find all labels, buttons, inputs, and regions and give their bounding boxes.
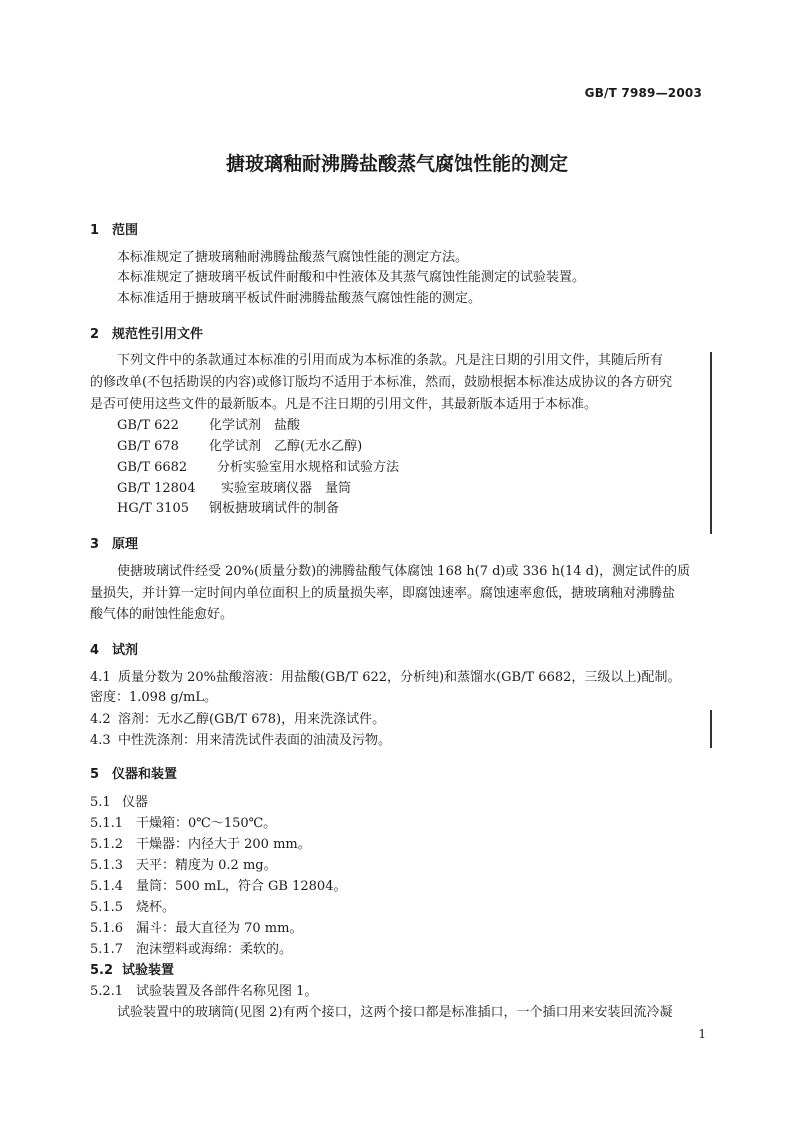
paragraph-line: 的修改单(不包括勘误的内容)或修订版均不适用于本标准，然而，鼓励根据本标准达成协议的各方研究: [90, 375, 673, 390]
reference-code: GB/T 6682: [117, 460, 188, 475]
clause-text: 试验装置: [122, 963, 175, 978]
clause-number: 4.1: [90, 670, 111, 685]
reference-code: HG/T 3105: [117, 501, 189, 516]
paragraph-line: 本标准规定了搪玻璃釉耐沸腾盐酸蒸气腐蚀性能的测定方法。: [117, 250, 469, 265]
clause-text: 试验装置及各部件名称见图 1。: [136, 984, 318, 999]
reference-name: 化学试剂 乙醇(无水乙醇): [209, 439, 363, 454]
paragraph-line: 酸气体的耐蚀性能愈好。: [90, 607, 234, 622]
section-4-heading: [90, 639, 138, 658]
clause-item: [90, 731, 391, 751]
clause-number: 4.2: [90, 712, 111, 727]
clause-number: 5.2: [90, 963, 114, 978]
clause-number: 5.1.4: [90, 879, 124, 894]
paragraph-line: 下列文件中的条款通过本标准的引用而成为本标准的条款。凡是注日期的引用文件，其随后所有: [117, 353, 664, 368]
document-title: 搪玻璃釉耐沸腾盐酸蒸气腐蚀性能的测定: [225, 153, 568, 175]
clause-item: [90, 688, 217, 708]
clause-number: 5.1: [90, 795, 111, 810]
reference-name: 实验室玻璃仪器 量筒: [221, 481, 352, 496]
clause-number: 5.2.1: [90, 984, 124, 999]
clause-item: [90, 814, 276, 834]
clause-text: 干燥器：内径大于 200 mm。: [136, 837, 311, 852]
clause-text: 漏斗：最大直径为 70 mm。: [136, 921, 303, 936]
clause-text: 密度：1.098 g/mL。: [90, 690, 218, 705]
clause-item: [90, 835, 311, 855]
clause-text: 质量分数为 20%盐酸溶液：用盐酸(GB/T 622，分析纯)和蒸馏水(GB/T 6682，三级以上)配制。: [118, 670, 681, 685]
reference-name: 分析实验室用水规格和试验方法: [217, 460, 400, 475]
section-2-heading: [90, 323, 203, 342]
reference-name: 化学试剂 盐酸: [209, 418, 301, 433]
clause-item: [90, 856, 277, 876]
clause-item: [90, 877, 346, 897]
section-3-heading: [90, 533, 138, 552]
section-title: 规范性引用文件: [112, 327, 204, 342]
clause-item: [90, 710, 385, 730]
clause-item: [90, 940, 292, 960]
section-number: 3: [90, 537, 100, 552]
section-number: 5: [90, 767, 100, 782]
clause-text: 仪器: [122, 795, 149, 810]
clause-number: 5.1.5: [90, 900, 124, 915]
paragraph-line: 量损失，并计算一定时间内单位面积上的质量损失率，即腐蚀速率。腐蚀速率愈低，搪玻璃釉对沸腾盐: [90, 586, 676, 601]
reference-name: 钢板搪玻璃试件的制备: [209, 501, 340, 516]
paragraph-line: 本标准规定了搪玻璃平板试件耐酸和中性液体及其蒸气腐蚀性能测定的试验装置。: [117, 270, 586, 285]
clause-text: 量筒：500 mL，符合 GB 12804。: [136, 879, 347, 894]
clause-text: 溶剂：无水乙醇(GB/T 678)，用来洗涤试件。: [118, 712, 386, 727]
section-title: 仪器和装置: [112, 767, 178, 782]
clause-text: 天平：精度为 0.2 mg。: [136, 858, 277, 873]
reference-code: GB/T 12804: [117, 481, 196, 496]
standard-code: GB/T 7989—2003: [584, 86, 702, 100]
clause-text: 中性洗涤剂：用来清洗试件表面的油渍及污物。: [118, 733, 392, 748]
clause-number: 5.1.1: [90, 816, 124, 831]
reference-item: [117, 458, 399, 478]
paragraph-line: 本标准适用于搪玻璃平板试件耐沸腾盐酸蒸气腐蚀性能的测定。: [117, 291, 482, 306]
clause-item: [90, 668, 680, 688]
section-number: 1: [90, 223, 100, 238]
clause-text: 干燥箱：0℃～150℃。: [136, 816, 277, 831]
clause-text: 泡沫塑料或海绵：柔软的。: [136, 942, 293, 957]
paragraph-line: 使搪玻璃试件经受 20%(质量分数)的沸腾盐酸气体腐蚀 168 h(7 d)或 336 h(14 d)，测定试件的质: [117, 564, 691, 579]
revision-bar: [710, 352, 712, 534]
section-number: 4: [90, 643, 100, 658]
reference-item: [117, 437, 362, 457]
paragraph-line: 是否可使用这些文件的最新版本。凡是不注日期的引用文件，其最新版本适用于本标准。: [90, 397, 598, 412]
clause-number: 4.3: [90, 733, 111, 748]
section-title: 范围: [112, 223, 139, 238]
reference-item: [117, 499, 339, 519]
clause-item: [90, 898, 175, 918]
clause-item: [90, 793, 148, 813]
clause-number: 5.1.6: [90, 921, 124, 936]
paragraph-line: 试验装置中的玻璃筒(见图 2)有两个接口，这两个接口都是标准插口，一个插口用来安装回流冷凝: [117, 1005, 673, 1020]
clause-text: 烧杯。: [136, 900, 176, 915]
reference-item: [117, 479, 351, 499]
reference-item: [117, 416, 300, 436]
clause-item: [90, 919, 302, 939]
section-title: 试剂: [112, 643, 139, 658]
section-5-heading: [90, 763, 177, 782]
reference-code: GB/T 622: [117, 418, 179, 433]
section-title: 原理: [112, 537, 139, 552]
clause-number: 5.1.2: [90, 837, 124, 852]
page-number: 1: [698, 1027, 706, 1041]
clause-item: [90, 961, 174, 981]
clause-number: 5.1.7: [90, 942, 124, 957]
clause-number: 5.1.3: [90, 858, 124, 873]
section-1-heading: [90, 219, 138, 238]
section-number: 2: [90, 327, 100, 342]
reference-code: GB/T 678: [117, 439, 179, 454]
revision-bar: [710, 710, 712, 748]
clause-item: [90, 982, 317, 1002]
